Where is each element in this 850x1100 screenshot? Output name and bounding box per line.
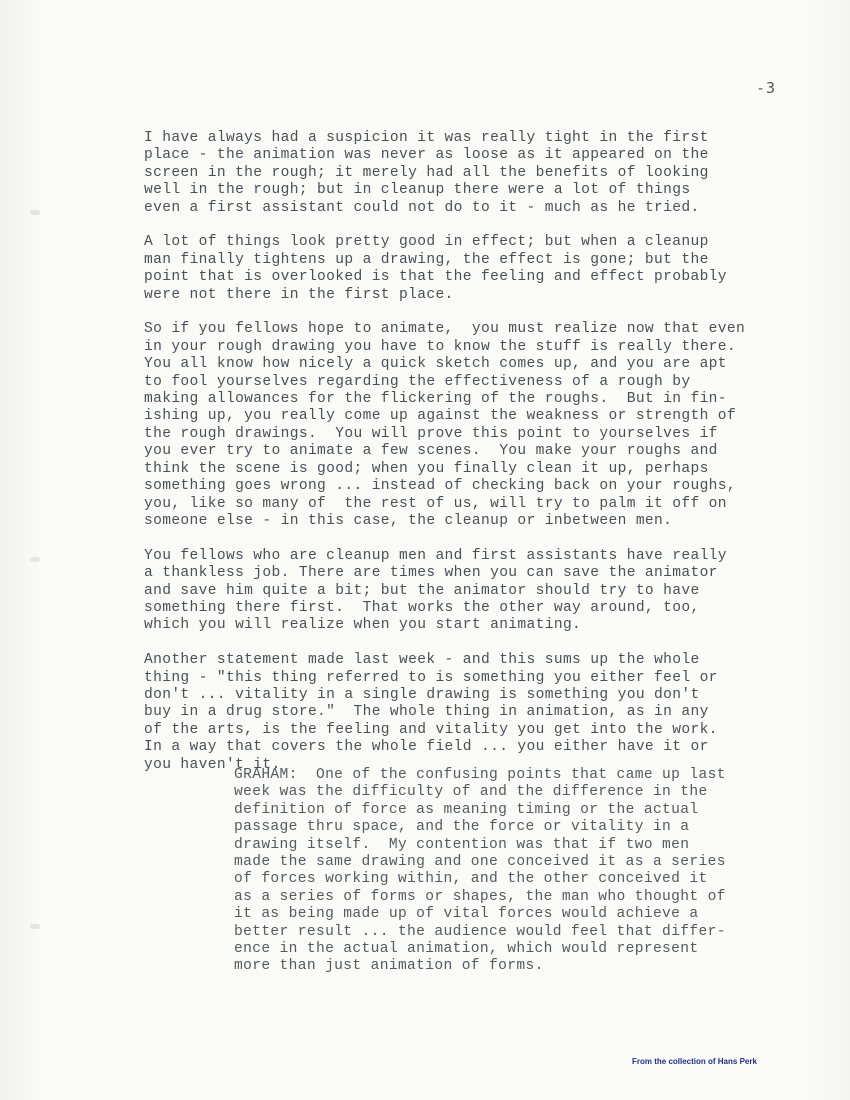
- text-line: You all know how nicely a quick sketch comes up, and you are apt: [144, 356, 727, 373]
- text-line: even a first assistant could not do to it - much as he tried.: [144, 199, 700, 216]
- text-line: something there first. That works the other way around, too,: [144, 599, 700, 616]
- text-line: drawing itself. My contention was that if two men: [234, 836, 690, 853]
- text-line: more than just animation of forms.: [234, 958, 544, 975]
- text-line: don't ... vitality in a single drawing is something you don't: [144, 686, 700, 703]
- text-line: something goes wrong ... instead of checking back on your roughs,: [144, 478, 736, 495]
- text-line: it as being made up of vital forces would achieve a: [234, 906, 699, 923]
- paragraph: [144, 548, 824, 635]
- body-text: [144, 130, 824, 791]
- text-line: to fool yourselves regarding the effectiveness of a rough by: [144, 373, 691, 390]
- text-line: of the arts, is the feeling and vitality you get into the work.: [144, 721, 718, 738]
- punch-hole-mark: [30, 924, 40, 929]
- text-line: week was the difficulty of and the difference in the: [234, 784, 708, 801]
- text-line: Another statement made last week - and this sums up the whole: [144, 652, 700, 669]
- text-line: making allowances for the flickering of the roughs. But in fin-: [144, 391, 727, 408]
- text-line: In a way that covers the whole field ... you either have it or: [144, 739, 709, 756]
- text-line: you haven't it.: [144, 756, 281, 773]
- text-line: A lot of things look pretty good in effect; but when a cleanup: [144, 234, 709, 251]
- paragraph: [144, 130, 824, 217]
- text-line: GRAHAM: One of the confusing points that came up last: [234, 767, 726, 783]
- paragraph: [144, 234, 824, 304]
- text-line: ence in the actual animation, which would represent: [234, 941, 699, 958]
- punch-hole-mark: [30, 210, 40, 215]
- text-line: So if you fellows hope to animate, you must realize now that even: [144, 321, 746, 338]
- text-line: made the same drawing and one conceived it as a series: [234, 854, 726, 871]
- text-line: you, like so many of the rest of us, will try to palm it off on: [144, 495, 727, 512]
- text-line: I have always had a suspicion it was really tight in the first: [144, 130, 709, 146]
- text-line: in your rough drawing you have to know the stuff is really there.: [144, 338, 736, 355]
- text-line: screen in the rough; it merely had all the benefits of looking: [144, 164, 709, 181]
- punch-hole-mark: [30, 557, 40, 562]
- text-line: ishing up, you really come up against the weakness or strength of: [144, 408, 736, 425]
- text-line: well in the rough; but in cleanup there were a lot of things: [144, 182, 691, 199]
- text-line: which you will realize when you start animating.: [144, 617, 582, 634]
- text-line: of forces working within, and the other conceived it: [234, 871, 708, 888]
- graham-quote-block: [234, 767, 794, 976]
- text-line: think the scene is good; when you finally clean it up, perhaps: [144, 460, 709, 477]
- text-line: thing - "this thing referred to is something you either feel or: [144, 669, 718, 686]
- text-line: and save him quite a bit; but the animator should try to have: [144, 582, 700, 599]
- page-number: -3: [756, 79, 777, 97]
- text-line: point that is overlooked is that the feeling and effect probably: [144, 269, 727, 286]
- paragraph: [144, 321, 824, 530]
- text-line: as a series of forms or shapes, the man who thought of: [234, 888, 726, 905]
- text-line: the rough drawings. You will prove this point to yourselves if: [144, 425, 718, 442]
- text-line: You fellows who are cleanup men and first assistants have really: [144, 547, 727, 564]
- text-line: definition of force as meaning timing or the actual: [234, 801, 699, 818]
- text-line: someone else - in this case, the cleanup or inbetween men.: [144, 512, 673, 529]
- paragraph: [144, 652, 824, 774]
- text-line: buy in a drug store." The whole thing in animation, as in any: [144, 704, 709, 721]
- collection-credit: From the collection of Hans Perk: [632, 1057, 757, 1066]
- text-line: passage thru space, and the force or vitality in a: [234, 819, 690, 836]
- text-line: you ever try to animate a few scenes. You make your roughs and: [144, 443, 718, 460]
- text-line: man finally tightens up a drawing, the effect is gone; but the: [144, 251, 709, 268]
- paragraph: [234, 767, 794, 976]
- text-line: better result ... the audience would feel that differ-: [234, 923, 726, 940]
- text-line: place - the animation was never as loose as it appeared on the: [144, 147, 709, 164]
- text-line: were not there in the first place.: [144, 286, 454, 303]
- text-line: a thankless job. There are times when you can save the animator: [144, 565, 718, 582]
